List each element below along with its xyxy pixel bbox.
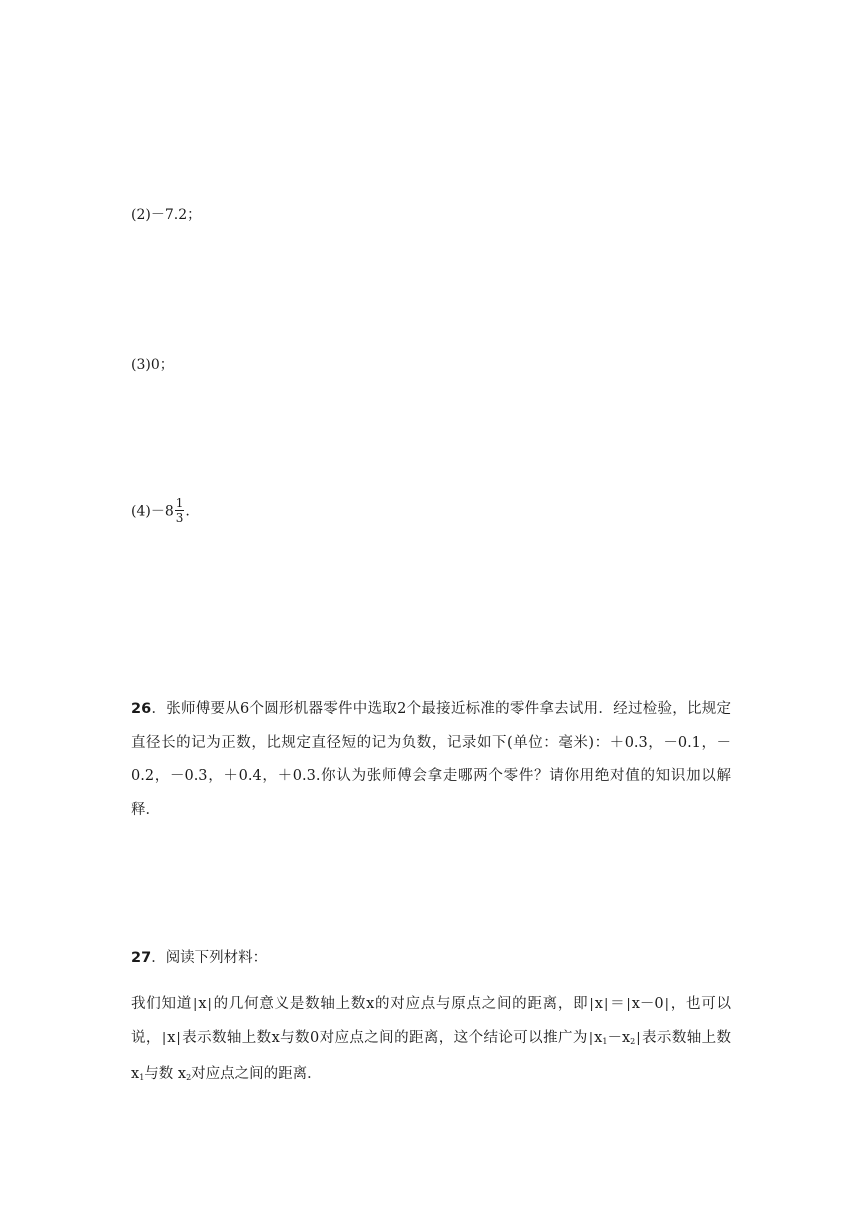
material-text: 的几何意义是数轴上数x的对应点与原点之间的距离，即 [212, 996, 589, 1012]
subscript-1: 1 [139, 1073, 145, 1082]
var-x: x [594, 996, 603, 1012]
var-x: x [198, 996, 207, 1012]
subquestion-4 [131, 497, 190, 526]
var-x2: x [177, 1066, 187, 1082]
var-x1: x [131, 1066, 140, 1082]
subquestion-4-suffix: . [185, 503, 190, 520]
minus-sign: － [607, 1029, 622, 1046]
subquestion-4-prefix: (4)－8 [131, 503, 174, 520]
abs-x1-minus-x2 [588, 1030, 642, 1046]
question-26 [131, 693, 731, 827]
fraction [175, 496, 185, 525]
material-text: 与数 [144, 1066, 174, 1082]
question-26-sep: ． [151, 701, 167, 717]
question-27-number: 27 [131, 950, 152, 966]
var-x2: x [621, 1029, 631, 1046]
abs-x [588, 996, 609, 1012]
material-text: 对应点之间的距离． [191, 1066, 322, 1082]
material-text: 表示数轴上数 [641, 1029, 732, 1046]
abs-x [192, 996, 213, 1012]
material-text: 我们知道 [131, 996, 192, 1012]
subscript-1: 1 [602, 1036, 608, 1046]
fraction-numerator: 1 [175, 496, 184, 510]
subquestion-3: (3)0； [131, 357, 174, 373]
question-26-text: 张师傅要从6个圆形机器零件中选取2个最接近标准的零件拿去试用．经过检验，比规定直径长的记为正数，比规定直径短的记为负数，记录如下(单位：毫米)：＋0.3，－0.1，－0.2，－0.3，＋0.4，＋0.3.你认为张师傅会拿走哪两个零件？请你用绝对值的知识加以解释． [131, 701, 732, 818]
material-text: 表示数轴上数x与数0对应点之间的距离，这个结论可以推广为 [181, 1029, 588, 1046]
abs-x [161, 1030, 182, 1046]
abs-x-minus-0 [625, 996, 670, 1012]
question-26-number: 26 [131, 701, 152, 717]
material-text: ，也可以说， [131, 996, 731, 1046]
expr-x-minus-0: x－0 [631, 996, 664, 1012]
subscript-2: 2 [186, 1073, 192, 1082]
var-x1: x [594, 1029, 603, 1046]
question-27-sep: ． [151, 950, 166, 966]
subquestion-2: (2)－7.2； [131, 207, 202, 223]
question-27-heading [131, 948, 267, 968]
var-x: x [167, 1029, 176, 1046]
subscript-2: 2 [630, 1036, 636, 1046]
equals-sign: ＝ [609, 996, 626, 1012]
question-27-material [131, 988, 731, 1095]
fraction-denominator: 3 [175, 511, 184, 525]
question-27-title: 阅读下列材料： [165, 950, 268, 966]
